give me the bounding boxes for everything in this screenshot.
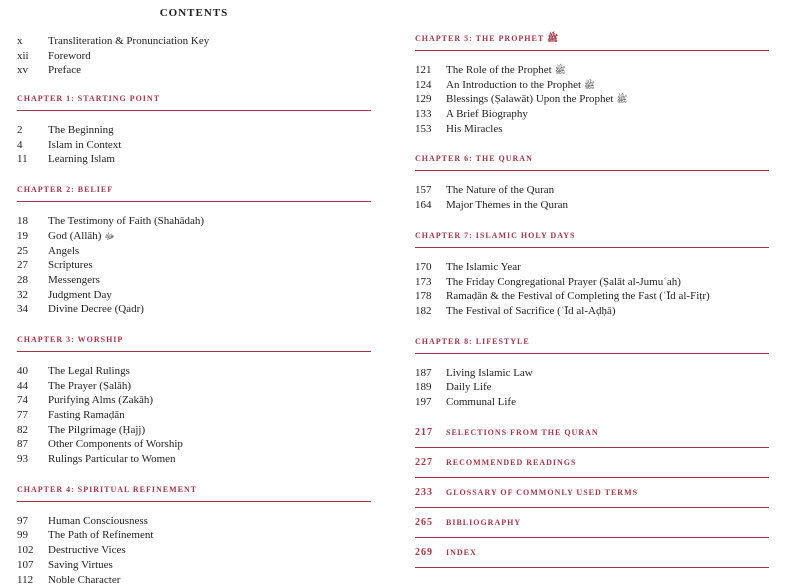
entry-title: The Pilgrimage (Ḥajj) bbox=[48, 423, 371, 438]
entry-text: An Introduction to the Prophet bbox=[446, 79, 581, 91]
toc-entry[interactable] bbox=[415, 380, 769, 395]
entry-title: Communal Life bbox=[446, 395, 769, 410]
page-number: 40 bbox=[17, 364, 48, 379]
left-column bbox=[17, 0, 371, 587]
chapter-1-list bbox=[17, 123, 371, 167]
honorific-glyph: ﷺ bbox=[584, 80, 595, 90]
toc-entry[interactable] bbox=[17, 214, 371, 229]
entry-title: The Prayer (Ṣalāh) bbox=[48, 379, 371, 394]
page-number: 197 bbox=[415, 395, 446, 410]
entry-title: The Nature of the Quran bbox=[446, 183, 769, 198]
toc-entry[interactable] bbox=[415, 304, 769, 319]
honorific-glyph: ﷺ bbox=[555, 65, 566, 75]
toc-entry[interactable] bbox=[415, 289, 769, 304]
page-number: 178 bbox=[415, 289, 446, 304]
entry-title: The Testimony of Faith (Shahādah) bbox=[48, 214, 371, 229]
page-number: 93 bbox=[17, 452, 48, 467]
chapter-5-list bbox=[415, 63, 769, 136]
entry-title: Major Themes in the Quran bbox=[446, 198, 769, 213]
page-number: 189 bbox=[415, 380, 446, 395]
back-matter-entry[interactable] bbox=[415, 418, 769, 448]
page-number: 87 bbox=[17, 437, 48, 452]
page-number: xii bbox=[17, 49, 48, 64]
entry-title: Judgment Day bbox=[48, 288, 371, 303]
chapter-4-section bbox=[17, 485, 371, 587]
entry-title: Scriptures bbox=[48, 258, 371, 273]
entry-title: Purifying Alms (Zakāh) bbox=[48, 393, 371, 408]
entry-title: Divine Decree (Qadr) bbox=[48, 302, 371, 317]
chapter-2-section bbox=[17, 185, 371, 317]
entry-title: The Legal Rulings bbox=[48, 364, 371, 379]
page-number: 265 bbox=[415, 508, 446, 537]
toc-entry[interactable] bbox=[415, 198, 769, 213]
toc-entry[interactable] bbox=[415, 260, 769, 275]
page-number: x bbox=[17, 34, 48, 49]
entry-title: Other Components of Worship bbox=[48, 437, 371, 452]
chapter-5-heading-text: CHAPTER 5: THE PROPHET bbox=[415, 34, 544, 43]
page-number: 32 bbox=[17, 288, 48, 303]
entry-title: Destructive Vices bbox=[48, 543, 371, 558]
page-number: 97 bbox=[17, 514, 48, 529]
chapter-7-list bbox=[415, 260, 769, 319]
honorific-glyph: ﷺ bbox=[616, 94, 627, 104]
entry-title: The Festival of Sacrifice (ʿĪd al-Aḍḥā) bbox=[446, 304, 769, 319]
page-number: 34 bbox=[17, 302, 48, 317]
page-number: 173 bbox=[415, 275, 446, 290]
entry-title: Fasting Ramaḍān bbox=[48, 408, 371, 423]
chapter-4-list bbox=[17, 514, 371, 587]
entry-title bbox=[48, 229, 371, 244]
page-number: 18 bbox=[17, 214, 48, 229]
page-number: 28 bbox=[17, 273, 48, 288]
toc-entry[interactable] bbox=[415, 275, 769, 290]
toc-entry[interactable] bbox=[17, 138, 371, 153]
toc-entry[interactable] bbox=[415, 366, 769, 381]
page-number: 269 bbox=[415, 538, 446, 567]
toc-entry[interactable] bbox=[17, 288, 371, 303]
back-matter-entry[interactable] bbox=[415, 508, 769, 538]
entry-title bbox=[446, 92, 769, 107]
entry-title: SELECTIONS FROM THE QURAN bbox=[446, 418, 599, 447]
toc-entry[interactable] bbox=[415, 122, 769, 137]
page-number: 121 bbox=[415, 63, 446, 78]
page-title: CONTENTS bbox=[17, 6, 371, 20]
honorific-glyph: ﷻ bbox=[104, 231, 114, 241]
entry-title: The Islamic Year bbox=[446, 260, 769, 275]
entry-title: Rulings Particular to Women bbox=[48, 452, 371, 467]
toc-entry[interactable] bbox=[17, 423, 371, 438]
toc-entry[interactable] bbox=[17, 273, 371, 288]
toc-entry[interactable] bbox=[17, 229, 371, 244]
entry-title: Islam in Context bbox=[48, 138, 371, 153]
page-number: 170 bbox=[415, 260, 446, 275]
toc-entry[interactable] bbox=[17, 152, 371, 167]
chapter-8-heading[interactable]: CHAPTER 8: LIFESTYLE bbox=[415, 337, 769, 354]
chapter-1-heading[interactable]: CHAPTER 1: STARTING POINT bbox=[17, 94, 371, 111]
page-number: 77 bbox=[17, 408, 48, 423]
entry-text: The Role of the Prophet bbox=[446, 64, 552, 76]
chapter-8-list bbox=[415, 366, 769, 410]
toc-entry[interactable] bbox=[17, 514, 371, 529]
toc-entry[interactable] bbox=[415, 92, 769, 107]
toc-entry[interactable] bbox=[17, 408, 371, 423]
toc-entry[interactable] bbox=[17, 543, 371, 558]
page-number: 107 bbox=[17, 558, 48, 573]
entry-title: Saving Virtues bbox=[48, 558, 371, 573]
toc-entry[interactable] bbox=[415, 395, 769, 410]
toc-entry[interactable] bbox=[415, 183, 769, 198]
toc-entry[interactable] bbox=[415, 63, 769, 78]
entry-title: Daily Life bbox=[446, 380, 769, 395]
entry-title: Human Consciousness bbox=[48, 514, 371, 529]
entry-title: Living Islamic Law bbox=[446, 366, 769, 381]
chapter-8-section bbox=[415, 337, 769, 410]
page-number: 182 bbox=[415, 304, 446, 319]
back-matter-entry[interactable] bbox=[415, 448, 769, 478]
entry-title: Learning Islam bbox=[48, 152, 371, 167]
page-number: 11 bbox=[17, 152, 48, 167]
chapter-3-section bbox=[17, 335, 371, 467]
toc-entry[interactable] bbox=[17, 49, 371, 64]
toc-entry[interactable] bbox=[17, 34, 371, 49]
page-number: xv bbox=[17, 63, 48, 78]
page-number: 74 bbox=[17, 393, 48, 408]
toc-entry[interactable] bbox=[415, 107, 769, 122]
chapter-6-list bbox=[415, 183, 769, 212]
page-number: 133 bbox=[415, 107, 446, 122]
page-number: 124 bbox=[415, 78, 446, 93]
chapter-2-list bbox=[17, 214, 371, 317]
entry-title: The Beginning bbox=[48, 123, 371, 138]
page-number: 153 bbox=[415, 122, 446, 137]
toc-entry[interactable] bbox=[17, 379, 371, 394]
page-number: 27 bbox=[17, 258, 48, 273]
entry-title bbox=[446, 63, 769, 78]
entry-title: Noble Character bbox=[48, 573, 371, 587]
back-matter-entry[interactable] bbox=[415, 478, 769, 508]
chapter-5-section bbox=[415, 33, 769, 136]
page-number: 157 bbox=[415, 183, 446, 198]
toc-entry[interactable] bbox=[17, 452, 371, 467]
entry-title: The Friday Congregational Prayer (Ṣalāt al-Jumuʿah) bbox=[446, 275, 769, 290]
toc-entry[interactable] bbox=[17, 258, 371, 273]
entry-title: Angels bbox=[48, 244, 371, 259]
entry-title: His Miracles bbox=[446, 122, 769, 137]
chapter-2-heading[interactable]: CHAPTER 2: BELIEF bbox=[17, 185, 371, 202]
chapter-1-section bbox=[17, 94, 371, 167]
entry-title: RECOMMENDED READINGS bbox=[446, 448, 576, 477]
toc-entry[interactable] bbox=[17, 364, 371, 379]
page-number: 227 bbox=[415, 448, 446, 477]
front-matter-list bbox=[17, 34, 371, 78]
entry-title: Foreword bbox=[48, 49, 371, 64]
page-number: 112 bbox=[17, 573, 48, 587]
toc-entry[interactable] bbox=[17, 437, 371, 452]
toc-entry[interactable] bbox=[17, 63, 371, 78]
entry-title: A Brief Biography bbox=[446, 107, 769, 122]
page-number: 4 bbox=[17, 138, 48, 153]
page-number: 99 bbox=[17, 528, 48, 543]
back-matter-entry[interactable] bbox=[415, 538, 769, 568]
entry-title: Transliteration & Pronunciation Key bbox=[48, 34, 371, 49]
entry-text: Blessings (Ṣalawāt) Upon the Prophet bbox=[446, 93, 613, 105]
toc-entry[interactable] bbox=[17, 558, 371, 573]
page-number: 129 bbox=[415, 92, 446, 107]
toc-entry[interactable] bbox=[17, 123, 371, 138]
chapter-4-heading[interactable]: CHAPTER 4: SPIRITUAL REFINEMENT bbox=[17, 485, 371, 502]
entry-title: GLOSSARY OF COMMONLY USED TERMS bbox=[446, 478, 638, 507]
toc-entry[interactable] bbox=[17, 393, 371, 408]
toc-entry[interactable] bbox=[17, 244, 371, 259]
entry-title: Ramaḍān & the Festival of Completing the Fast (ʿĪd al-Fiṭr) bbox=[446, 289, 769, 304]
page-number: 19 bbox=[17, 229, 48, 244]
entry-title: Preface bbox=[48, 63, 371, 78]
page-number: 2 bbox=[17, 123, 48, 138]
right-column bbox=[415, 0, 769, 568]
page-number: 217 bbox=[415, 418, 446, 447]
entry-title: Messengers bbox=[48, 273, 371, 288]
chapter-3-heading[interactable]: CHAPTER 3: WORSHIP bbox=[17, 335, 371, 352]
page-number: 44 bbox=[17, 379, 48, 394]
page-number: 187 bbox=[415, 366, 446, 381]
chapter-7-heading[interactable]: CHAPTER 7: ISLAMIC HOLY DAYS bbox=[415, 231, 769, 248]
chapter-6-section bbox=[415, 154, 769, 212]
page-number: 102 bbox=[17, 543, 48, 558]
page-number: 25 bbox=[17, 244, 48, 259]
entry-title: The Path of Refinement bbox=[48, 528, 371, 543]
chapter-7-section bbox=[415, 231, 769, 319]
page-number: 82 bbox=[17, 423, 48, 438]
toc-entry[interactable] bbox=[17, 302, 371, 317]
entry-text: God (Allāh) bbox=[48, 230, 101, 242]
chapter-3-list bbox=[17, 364, 371, 467]
toc-entry[interactable] bbox=[415, 78, 769, 93]
entry-title: BIBLIOGRAPHY bbox=[446, 508, 521, 537]
toc-entry[interactable] bbox=[17, 573, 371, 587]
page-number: 233 bbox=[415, 478, 446, 507]
toc-entry[interactable] bbox=[17, 528, 371, 543]
entry-title: INDEX bbox=[446, 538, 477, 567]
entry-title bbox=[446, 78, 769, 93]
chapter-5-heading[interactable] bbox=[415, 33, 769, 51]
honorific-glyph: ﷺ bbox=[547, 33, 558, 43]
back-matter-list bbox=[415, 418, 769, 568]
page-number: 164 bbox=[415, 198, 446, 213]
chapter-6-heading[interactable]: CHAPTER 6: THE QURAN bbox=[415, 154, 769, 171]
